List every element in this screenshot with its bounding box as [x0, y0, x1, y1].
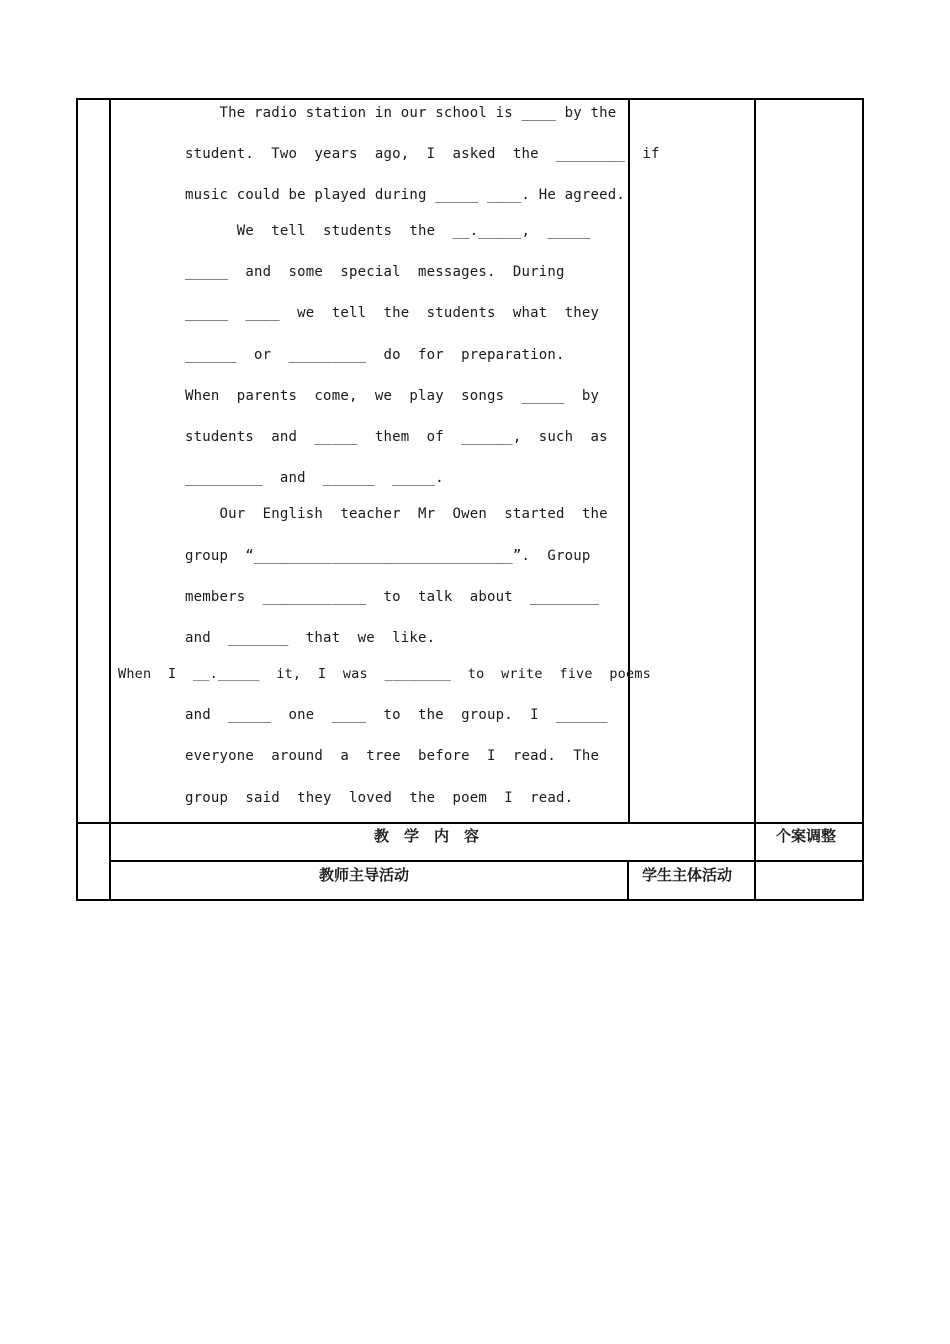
- table-top-border: [76, 98, 863, 100]
- passage-line: group “______________________________”. Group: [185, 548, 591, 564]
- table-right-border: [862, 98, 864, 901]
- column-divider-1: [109, 98, 111, 901]
- student-activity-header: 学生主体活动: [642, 866, 733, 884]
- column-divider-2b: [627, 860, 629, 901]
- column-divider-2: [628, 98, 630, 823]
- passage-line: and _____ one ____ to the group. I ______: [185, 707, 608, 723]
- table-bottom-border: [76, 899, 863, 901]
- passage-line: We tell students the __._____, _____: [185, 223, 591, 239]
- passage-line: _____ ____ we tell the students what they: [185, 305, 600, 321]
- passage-line: students and _____ them of ______, such as: [185, 429, 608, 445]
- passage-line: _________ and ______ _____.: [185, 470, 444, 486]
- table-left-border: [76, 98, 78, 901]
- column-divider-3: [754, 98, 756, 901]
- passage-line: and _______ that we like.: [185, 630, 436, 646]
- passage-line: When I __._____ it, I was ________ to write five poems: [118, 666, 651, 682]
- passage-line: _____ and some special messages. During: [185, 264, 565, 280]
- content-bottom-border: [76, 822, 863, 824]
- passage-line: When parents come, we play songs _____ by: [185, 388, 600, 404]
- teaching-content-header: 教 学 内 容: [374, 827, 480, 845]
- passage-line: student. Two years ago, I asked the ________ if: [185, 146, 660, 162]
- case-adjustment-header: 个案调整: [776, 827, 837, 845]
- header-divider: [109, 860, 863, 862]
- passage-line: group said they loved the poem I read.: [185, 790, 574, 806]
- passage-line: everyone around a tree before I read. The: [185, 748, 600, 764]
- passage-line: ______ or _________ do for preparation.: [185, 347, 565, 363]
- passage-line: The radio station in our school is ____ by the: [185, 105, 617, 121]
- passage-line: members ____________ to talk about ________: [185, 589, 600, 605]
- teacher-activity-header: 教师主导活动: [319, 866, 410, 884]
- passage-line: music could be played during _____ ____. He agreed.: [185, 187, 626, 203]
- passage-line: Our English teacher Mr Owen started the: [185, 506, 608, 522]
